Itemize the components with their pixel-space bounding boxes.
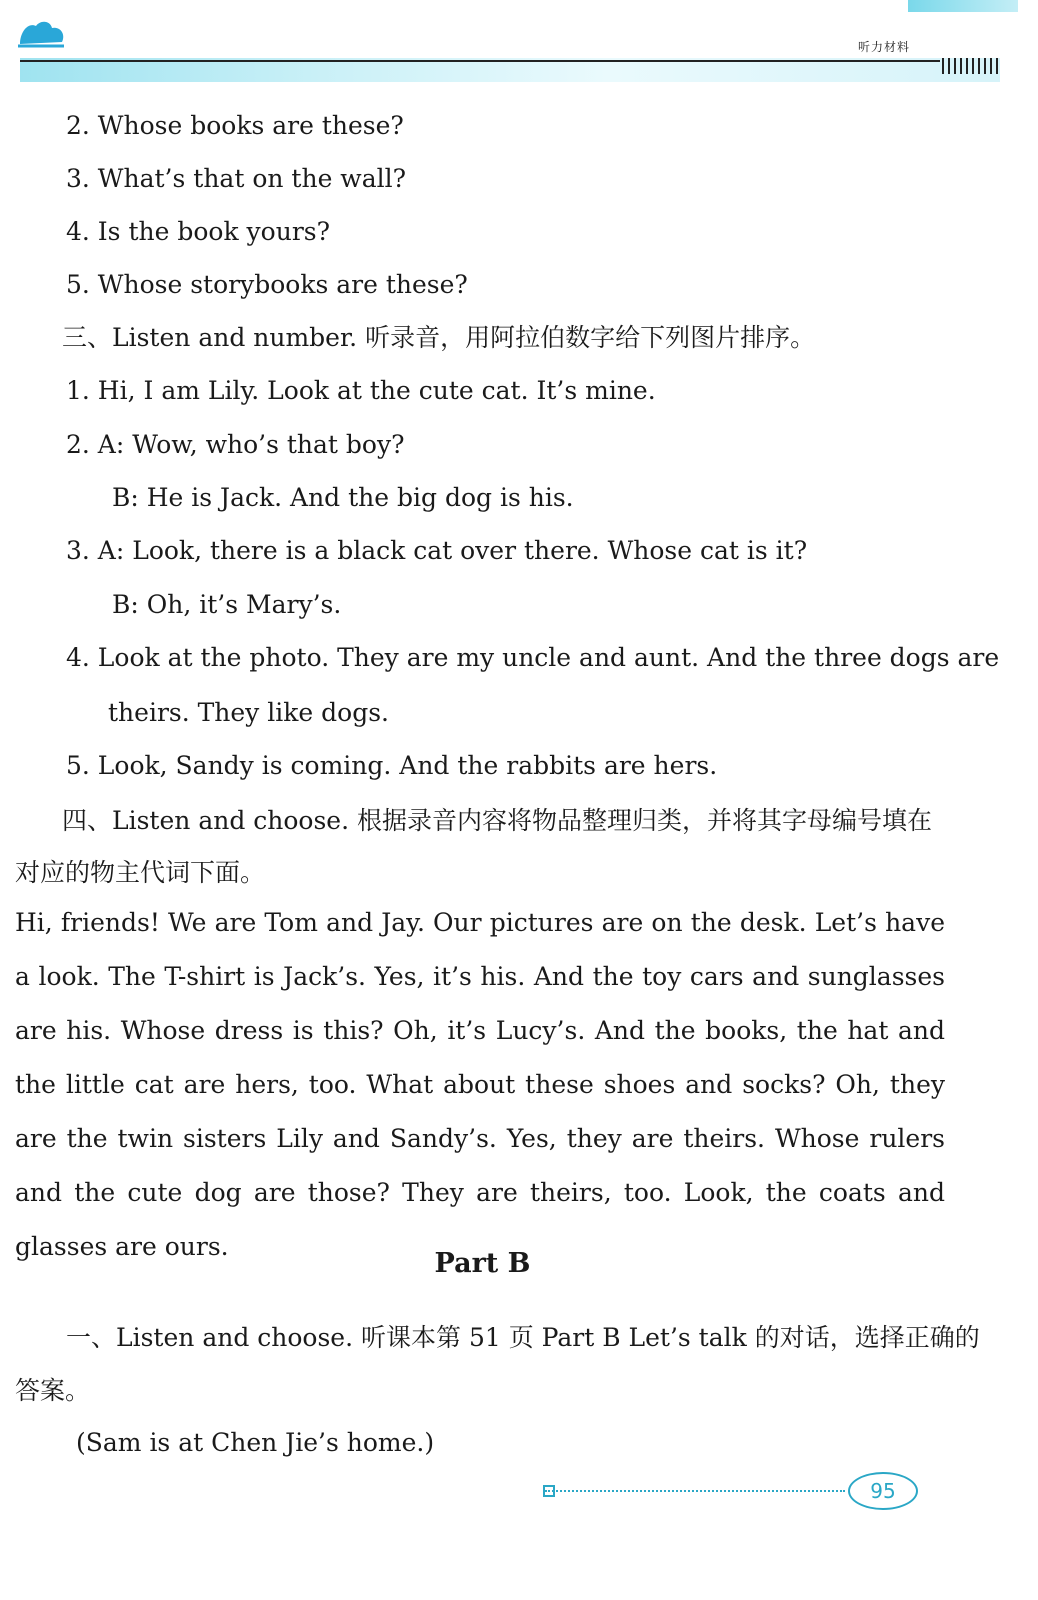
text-line: 四、Listen and choose. 根据录音内容将物品整理归类，并将其字母编号填在 [62,806,932,835]
text-line: 1. Hi, I am Lily. Look at the cute cat. It’s mine. [66,376,656,405]
text-line: 3. What’s that on the wall? [66,164,407,193]
text-line: B: Oh, it’s Mary’s. [112,590,342,619]
text-line: 对应的物主代词下面。 [15,858,266,887]
text-line: 2. A: Wow, who’s that boy? [66,430,405,459]
text-line: 一、Listen and choose. 听课本第 51 页 Part B Let’s talk 的对话，选择正确的 [66,1323,980,1352]
page-header [0,0,1038,90]
header-decoration [908,0,1018,12]
text-line: B: He is Jack. And the big dog is his. [112,483,574,512]
text-line: 5. Whose storybooks are these? [66,270,468,299]
text-line: theirs. They like dogs. [108,698,389,727]
text-line: 4. Is the book yours? [66,217,331,246]
text-line: 5. Look, Sandy is coming. And the rabbits are hers. [66,751,718,780]
text-line: 3. A: Look, there is a black cat over there. Whose cat is it? [66,536,808,565]
text-line: 2. Whose books are these? [66,111,404,140]
header-rule [20,60,940,62]
header-title: 听力材料 [858,40,911,54]
footer-dotted-line [545,1490,845,1492]
text-line: 三、Listen and number. 听录音，用阿拉伯数字给下列图片排序。 [62,323,816,352]
part-title: Part B [434,1248,531,1279]
text-line: (Sam is at Chen Jie’s home.) [76,1428,435,1457]
page-number: 95 [848,1472,918,1510]
passage-paragraph: Hi, friends! We are Tom and Jay. Our pictures are on the desk. Let’s have a look. The T-shirt is Jack’s. Yes, it’s his. And the toy cars and sunglasses are his. Whose dress is this? Oh, it’s Lucy’s. And the books, the hat and the little cat are hers, too. What about these shoes and socks? Oh, they are the twin sisters Lily and Sandy’s. Yes, they are theirs. Whose rulers and the cute dog are those? They are theirs, too. Look, the coats and glasses are ours. [15,908,945,1261]
text-line: 4. Look at the photo. They are my uncle and aunt. And the three dogs are [66,643,1000,672]
cloud-icon [18,18,66,50]
text-line: 答案。 [15,1376,91,1405]
header-ticks [942,58,998,74]
